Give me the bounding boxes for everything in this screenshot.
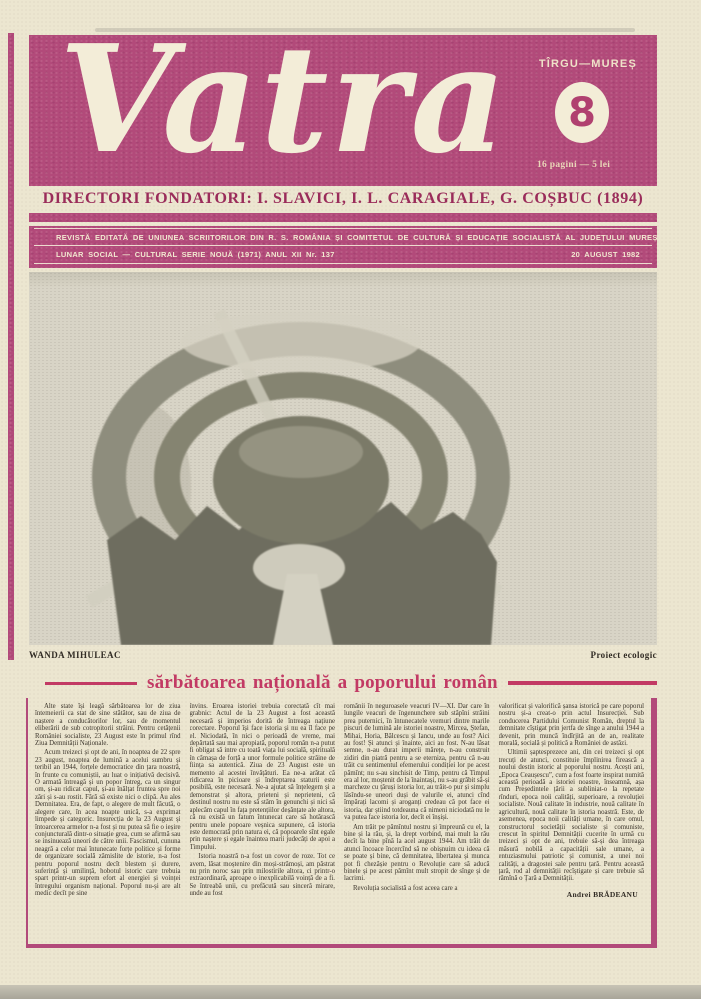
info-line-1: REVISTĂ EDITATĂ DE UNIUNEA SCRIITORILOR DIN R. S. ROMÂNIA ȘI COMITETUL DE CULTURĂ ȘI EDUCAȚIE SOCIALISTĂ AL JUDEȚULUI MUREȘ bbox=[34, 228, 652, 246]
article-column-4-text bbox=[499, 703, 645, 883]
artist-credit: WANDA MIHULEAC bbox=[29, 650, 121, 660]
issue-badge bbox=[555, 82, 609, 143]
issue-number: 8 bbox=[568, 89, 596, 136]
article-paragraph: Acum treizeci și opt de ani, în noaptea de 22 spre 23 august, noaptea de lumină a acelui sumbru și teribil an 1944, forțele democratice din țara noastră, în frunte cu comuniștii, au luat o inițiativă decisivă. O armată întreagă și un popor întreg, ca un singur om, și-au ridicat capul, și-au înălțat fruntea spre noi zări și s-au rostit. Fără să existe nici o clipă. Au ales Demnitatea. Era, de fapt, o alegere de mult făcută, o alegere care, în acea noapte unică, s-a exprimat limpede și categoric. Insurecția de la 23 August și întoarcerea armelor n-a fost și nu putea să fie o ieșire conjuncturală dintr-o situație grea, cum se afirmă sau se insinuează uneori de către unii. Fascismul, cununa neagră a celor mai întunecate forțe politice și forme de organizare socială zămislite de istorie, n-a fost pentru poporul nostru decît blestem și durere, suferință și umilință, hobotul istoric care trebuia spart printr-un suprem efort al energiei și voinței întregului organism național. Poporul nu-și are alt medic decît pe sine bbox=[35, 749, 181, 898]
title-rule-right bbox=[508, 681, 657, 685]
article-paragraph: Alte state își leagă sărbătoarea lor de ziua întemeierii ca stat de sine stătător, sau de ziua de naștere a conducătorilor lor, sau de momentul eliberării de sub cotropitorii străini. Pentru cetățenii României socialiste, 23 August este în primul rînd Ziua Demnității Naționale. bbox=[35, 703, 181, 748]
article-box bbox=[26, 698, 657, 948]
price-label: 16 pagini — 5 lei bbox=[537, 160, 611, 170]
founders-text: DIRECTORI FONDATORI: I. SLAVICI, I. L. CARAGIALE, G. COȘBUC (1894) bbox=[42, 190, 644, 207]
article-paragraph: românii în neguroasele veacuri IV—XI. Dar care în lungile veacuri de îngenunchere sub stăpîni străini prea puternici, în întunecatele vremuri dintre marile piscuri de lumină ale istoriei noastre, Mircea, Ștefan, Mihai, Horia, Bălcescu și Iancu, unde au fost? Aici au fost! Și atunci și înainte, aici au fost. N-au lăsat semne, n-au durat imperii mărețe, n-au construit zidiri din piatră pentru a se eterniza, pentru că n-au trăit cu sentimentul efemerului condiției lor pe acest pămînt; nu s-au sinchisit de Timp, pentru că Timpul era al lor, moștenit de la înaintași, nu s-au grăbit să-și marcheze cu țăruși istoria lor, au trăit-o pur și simplu lăsîndu-se uneori duși de valurile ei, atunci cînd împărați lacomi și aroganți credeau că pot face ei istoria, dar știind totdeauna că nimeni niciodată nu le va putea face istoria lor, decît ei înșiși. bbox=[344, 703, 490, 822]
article-paragraph: Revoluția socialistă a fost aceea care a bbox=[353, 884, 458, 892]
bottom-scan-band bbox=[0, 985, 701, 999]
magazine-logo: Vatra bbox=[59, 12, 509, 186]
masthead bbox=[29, 12, 657, 186]
separator-bar bbox=[29, 213, 657, 222]
article-column-2 bbox=[190, 703, 336, 940]
left-edge-strip bbox=[8, 33, 14, 660]
article-column-4 bbox=[499, 703, 645, 940]
founders-banner bbox=[29, 186, 657, 212]
article-paragraph: valorificat și valorifică șansa istorică pe care poporul nostru și-a creat-o prin actul Insurecției. Sub conducerea Partidului Comunist Român, dreptul la demnitate cîștigat prin jertfa de sînge a anului 1944 a devenit, prin muncă îndîrjită an de an, realitate morală, socială și politică a României de astăzi. bbox=[498, 703, 644, 748]
article-title: sărbătoarea națională a poporului român bbox=[147, 672, 498, 693]
article-paragraph: Istoria noastră n-a fost un covor de roze. Tot ce avem, lăsat moștenire din moși-strămoși, am păstrat nu prin noroc sau prin milostirile altora, ci printr-o extraordinară, aproape o inexplicabilă voință de a fi. Se întreabă unii, cu prefăcută sau sinceră mirare, unde au fost bbox=[189, 853, 335, 898]
article-paragraph: Ultimii șaptesprezece ani, din cei treizeci și opt trecuți de atunci, constituie împlinirea firească a noului destin istoric al poporului nostru. Acești ani, „Epoca Ceaușescu”, cum a fost foarte inspirat numită această perioadă a istoriei noastre, înseamnă, așa cum Președintele țării a subliniat-o la repetate rînduri, epoca noii calități, superioare, a revoluției socialiste. Nouă calitate în industrie, nouă calitate în agricultură, nouă calitate în istoria noastră. Este, de asemenea, epoca noii calități umane, în care omul, constructorul societății socialiste și comuniste, crescut în spiritul Demnității cucerite în urmă cu treizeci și opt de ani, trebuie să-și dea întreaga măsură nobilă a capacității sale umane, a entuziasmului patriotic și comunist, a unei noi calități, a dragostei sale pentru țară. Pentru această țară, rod al demnității recîștigate și care trebuie să rămînă o Țară a Demnității. bbox=[498, 749, 644, 883]
photo-caption-row bbox=[29, 650, 657, 660]
article-paragraph: învins. Eroarea istoriei trebuia corectată cît mai grabnic: Actul de la 23 August a fost această necesară și imperios dorită de întreaga națiune corectare. Poporul își face istoria și nu ea îl face pe el. Niciodată, în nici o perioadă de vreme, mai depărtată sau mai apropiată, poporul român n-a putut fi obligat să intre cu toată viața lui socială, spirituală în cămașa de forță a unor formule politice străine de ființa sa autentică. Ziua de 23 August este un memento al acestei învățături. Ea ne-a arătat că ridicarea în picioare și îndreptarea staturii este posibilă, este necesară. Ne-a ajutat să înțelegem și a demonstrat și altora, prieteni și neprieteni, că destinul nostru nu este să stăm în genunchi și nici să aplecăm capul în fața pretențiilor deșănțate ale altora, că nu există un fatum întunecat care să hotărască pentru unele popoare veșnica supunere, că istoria este democrată prin natura ei, că popoarele sînt egale prin naștere și egale înaintea marii judecăți de apoi a Timpului. bbox=[189, 703, 335, 851]
cover-photo bbox=[29, 272, 657, 645]
article-column-3 bbox=[344, 703, 490, 940]
author-byline: Andrei BRĂDEANU bbox=[566, 889, 638, 899]
article-title-row bbox=[29, 671, 657, 695]
title-rule-left bbox=[45, 682, 137, 685]
artwork-caption: Proiect ecologic bbox=[590, 650, 657, 660]
info-bar bbox=[29, 226, 657, 268]
info-line-2 bbox=[34, 246, 652, 264]
article-column-1 bbox=[35, 703, 181, 940]
article-paragraph: Am trăit pe pămîntul nostru și împreună cu el, la bine și la rău, și, la drept vorbind, mai mult la rău decît la bine pînă la acel august 1944. Am trăit de atunci încoace încercînd să ne obișnuim cu ideea că se poate și bine, că demnitatea, libertatea și munca pot fi chezășie pentru o Revoluție care să aducă binele și pe acest pămînt mult stropit de sînge și de lacrimi. bbox=[344, 823, 490, 883]
ecological-project-image bbox=[29, 272, 657, 645]
issue-details: LUNAR SOCIAL — CULTURAL SERIE NOUĂ (1971) ANUL XII Nr. 137 bbox=[56, 250, 335, 259]
city-label: TÎRGU—MUREȘ bbox=[538, 58, 637, 70]
issue-date: 20 AUGUST 1982 bbox=[571, 250, 640, 259]
